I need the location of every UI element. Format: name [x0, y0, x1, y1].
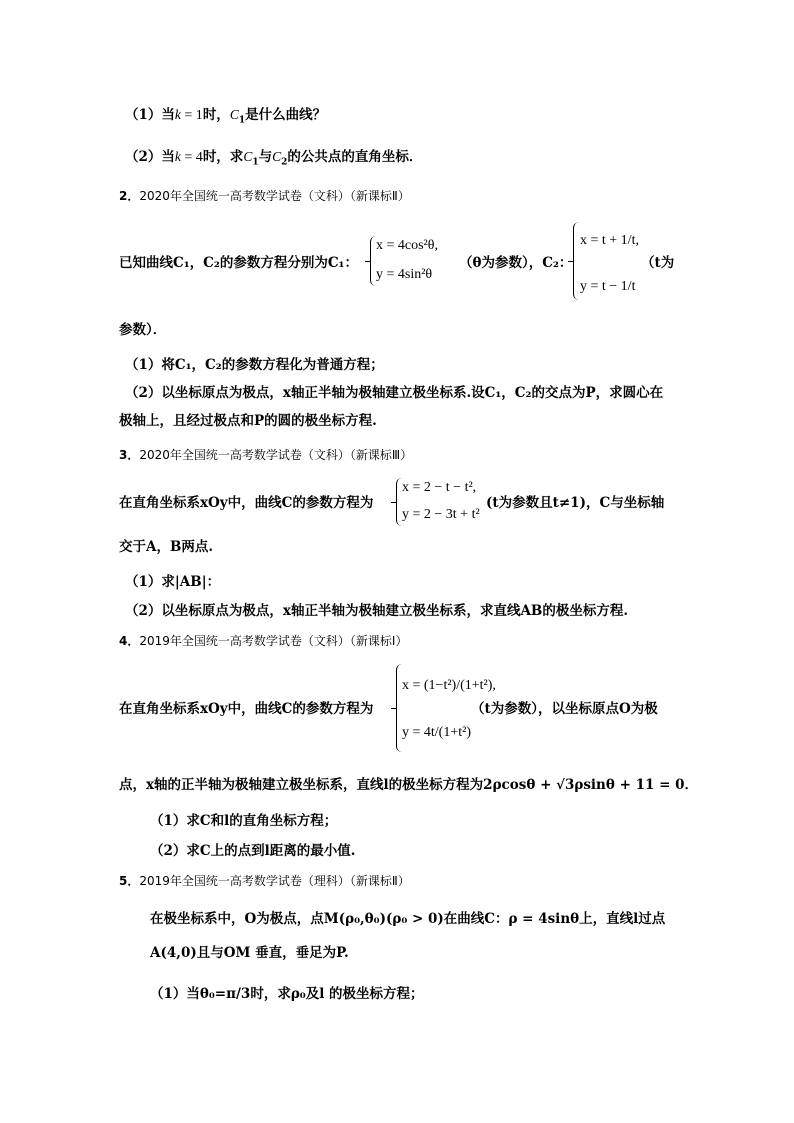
- problem-4-part2: [150, 842, 355, 860]
- part-text: （1）求|AB|：: [125, 574, 221, 590]
- problem-number: 5: [119, 874, 128, 888]
- stem-text: A(4,0)且与OM 垂直，垂足为P.: [150, 945, 349, 961]
- problem-source: 2020年全国统一高考数学试卷（文科）（新课标Ⅱ）: [139, 189, 410, 203]
- problem-2-header: 2．2020年全国统一高考数学试卷（文科）（新课标Ⅱ）: [119, 189, 410, 203]
- c1-eq1: [376, 237, 438, 255]
- problem-4-part1: [150, 812, 337, 830]
- problem-2-part2-cont: [119, 412, 377, 430]
- stem-text: 参数）．: [119, 322, 167, 338]
- problem-3-stem-b: [119, 538, 213, 556]
- eq-text: x = (1−t²)/(1+t²),: [402, 678, 496, 693]
- stem-text: (t为参数且t≠1)，C与坐标轴: [486, 495, 665, 511]
- param-note-1: [459, 254, 572, 272]
- eq-text: y = 4sin²θ: [376, 267, 433, 282]
- problem-4-stem: [119, 700, 373, 718]
- part-text: 极轴上，且经过极点和P的圆的极坐标方程.: [119, 413, 377, 429]
- p3-eq2: [402, 506, 480, 524]
- c1-eq2: [376, 266, 432, 284]
- problem-number: 4: [119, 634, 128, 648]
- problem-source: 2020年全国统一高考数学试卷（文科）（新课标Ⅲ）: [139, 448, 413, 462]
- problem-3-stem: [119, 494, 373, 512]
- problem-5-header: 5．2019年全国统一高考数学试卷（理科）（新课标Ⅱ）: [119, 874, 410, 888]
- q1-part1: （1）当k = 1时，$C_1$是什么曲线？: [125, 107, 327, 126]
- stem-text: 在直角坐标系xOy中，曲线C的参数方程为: [119, 495, 374, 511]
- note-text: （t为: [641, 255, 675, 271]
- part-text: （2）以坐标原点为极点，x轴正半轴为极轴建立极坐标系，求直线AB的极坐标方程.: [125, 603, 629, 619]
- problem-2-stem: [119, 254, 358, 272]
- p4-eq2: [402, 724, 471, 742]
- eq-text: x = t + 1/t,: [580, 233, 639, 248]
- param-note-2: [641, 254, 674, 272]
- part-text: （2）求C上的点到l距离的最小值.: [150, 843, 356, 859]
- eq-text: x = 2 − t − t²,: [402, 480, 477, 495]
- stem-text: 点，x轴的正半轴为极轴建立极坐标系，直线l的极坐标方程为2ρcosθ + √3ρsinθ + 11 = 0．: [119, 777, 698, 793]
- part-text: （1）将C₁，C₂的参数方程化为普通方程；: [125, 357, 384, 373]
- problem-number: 3: [119, 448, 128, 462]
- c2-eq1: [580, 232, 639, 250]
- c2-eq2: [580, 278, 635, 296]
- problem-2-stem-b: [119, 321, 166, 339]
- problem-5-stem: [150, 910, 665, 928]
- problem-3-part1: [125, 573, 220, 591]
- eq-text: y = 2 − 3t + t²: [402, 507, 480, 522]
- stem-text: 在极坐标系中，O为极点，点M(ρ₀,θ₀)(ρ₀ > 0)在曲线C：ρ = 4sinθ上，直线l过点: [150, 911, 666, 927]
- eq-text: y = t − 1/t: [580, 279, 636, 294]
- problem-4-stem-b: [119, 776, 698, 794]
- part-text: （1）求C和l的直角坐标方程；: [150, 813, 338, 829]
- stem-text: 已知曲线C₁，C₂的参数方程分别为C₁：: [119, 255, 358, 271]
- problem-source: 2019年全国统一高考数学试卷（文科）（新课标Ⅰ）: [139, 634, 408, 648]
- stem-text: 交于A，B两点.: [119, 539, 214, 555]
- part-text: （2）以坐标原点为极点，x轴正半轴为极轴建立极坐标系.设C₁，C₂的交点为P，求圆心在: [125, 385, 664, 401]
- p4-eq1: [402, 677, 496, 695]
- problem-3-part2: [125, 602, 628, 620]
- q1-part2: （2）当k = 4时，求$C_1$与$C_2$的公共点的直角坐标．: [125, 149, 423, 168]
- problem-number: 2: [119, 189, 128, 203]
- problem-4-stem-c: [471, 700, 658, 718]
- problem-2-part2: [125, 384, 663, 402]
- problem-4-header: 4．2019年全国统一高考数学试卷（文科）（新课标Ⅰ）: [119, 634, 408, 648]
- problem-5-part1: [150, 985, 424, 1003]
- problem-2-part1: [125, 356, 384, 374]
- stem-text: 在直角坐标系xOy中，曲线C的参数方程为: [119, 701, 374, 717]
- stem-text: （t为参数），以坐标原点O为极: [471, 701, 658, 717]
- problem-3-stem-c: [486, 494, 664, 512]
- problem-5-stem-b: [150, 944, 349, 962]
- eq-text: x = 4cos²θ,: [376, 238, 438, 253]
- problem-3-header: 3．2020年全国统一高考数学试卷（文科）（新课标Ⅲ）: [119, 448, 413, 462]
- note-text: （θ为参数），C₂：: [459, 255, 573, 271]
- p3-eq1: [402, 479, 476, 497]
- problem-source: 2019年全国统一高考数学试卷（理科）（新课标Ⅱ）: [139, 874, 410, 888]
- brace-c2: [573, 222, 580, 300]
- eq-text: y = 4t/(1+t²): [402, 725, 471, 740]
- part-text: （1）当θ₀=π/3时，求ρ₀及l 的极坐标方程；: [150, 986, 424, 1002]
